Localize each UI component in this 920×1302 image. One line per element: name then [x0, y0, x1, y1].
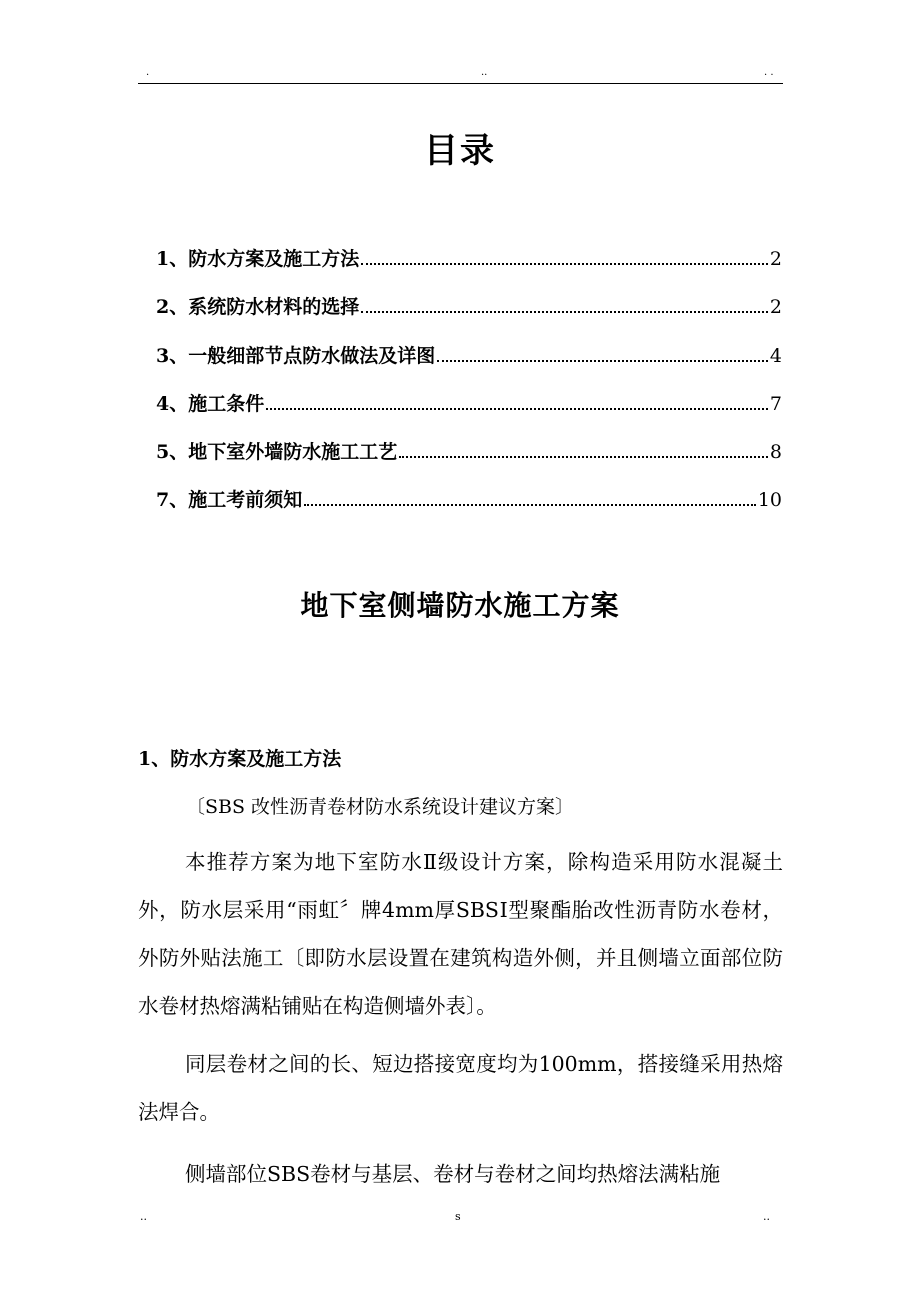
toc-entry-label: 施工条件: [188, 393, 265, 415]
toc-entry-page: 2: [769, 296, 782, 318]
header-rule: [138, 83, 783, 84]
body-paragraph: 本推荐方案为地下室防水Ⅱ级设计方案，除构造采用防水混凝土外，防水层采用“雨虹〞牌4mm厚SBSⅠ型聚酯胎改性沥青防水卷材，外防外贴法施工〔即防水层设置在建筑构造外侧，并且侧墙立面部位防水卷材热熔满粘铺贴在构造侧墙外表〕。: [138, 850, 783, 1018]
toc-leader-dots: [361, 263, 768, 265]
header-mark-right: . .: [764, 67, 774, 78]
toc-entry[interactable]: [156, 292, 782, 322]
body-paragraph: 同层卷材之间的长、短边搭接宽度均为100mm，搭接缝采用热熔法焊合。: [138, 1052, 783, 1124]
toc-title: 目录: [424, 131, 496, 171]
toc-entry-number: 1、: [156, 248, 189, 270]
body-paragraph: 侧墙部位SBS卷材与基层、卷材与卷材之间均热熔法满粘施: [185, 1162, 721, 1186]
toc-leader-dots: [304, 504, 756, 506]
toc-leader-dots: [266, 408, 768, 410]
footer-mark-left: ..: [140, 1210, 147, 1223]
toc-entry[interactable]: [156, 437, 782, 467]
toc-entry-page: 2: [769, 248, 782, 270]
toc-entry-page: 4: [769, 345, 782, 367]
toc-entry-page: 7: [769, 393, 782, 415]
footer-mark-right: ..: [763, 1210, 770, 1223]
toc-entry-number: 3、: [156, 345, 189, 367]
toc-entry-number: 5、: [156, 441, 189, 463]
toc-leader-dots: [361, 311, 768, 313]
toc-leader-dots: [437, 360, 768, 362]
toc-leader-dots: [399, 456, 768, 458]
header-mark-center: ..: [481, 67, 488, 78]
toc-entry[interactable]: [156, 341, 782, 371]
document-title: 地下室侧墙防水施工方案: [300, 589, 620, 622]
toc-entry[interactable]: [156, 244, 782, 274]
section-subtitle: 〔SBS 改性沥青卷材防水系统设计建议方案〕: [186, 796, 575, 818]
toc-entry-number: 4、: [156, 393, 189, 415]
toc-entry-label: 施工考前须知: [188, 489, 303, 511]
toc-entry-number: 7、: [156, 489, 189, 511]
toc-entry[interactable]: [156, 485, 782, 515]
toc-entry-label: 系统防水材料的选择: [188, 296, 360, 318]
toc-entry-label: 地下室外墙防水施工工艺: [188, 441, 398, 463]
toc-entry[interactable]: [156, 389, 782, 419]
header-mark-left: .: [146, 67, 150, 78]
toc-entry-label: 一般细部节点防水做法及详图: [188, 345, 436, 367]
toc-entry-page: 10: [757, 489, 782, 511]
footer-page-mark: s: [455, 1210, 461, 1223]
section-heading: 1、防水方案及施工方法: [138, 748, 342, 770]
toc-entry-label: 防水方案及施工方法: [188, 248, 360, 270]
toc-entry-number: 2、: [156, 296, 189, 318]
toc-entry-page: 8: [769, 441, 782, 463]
